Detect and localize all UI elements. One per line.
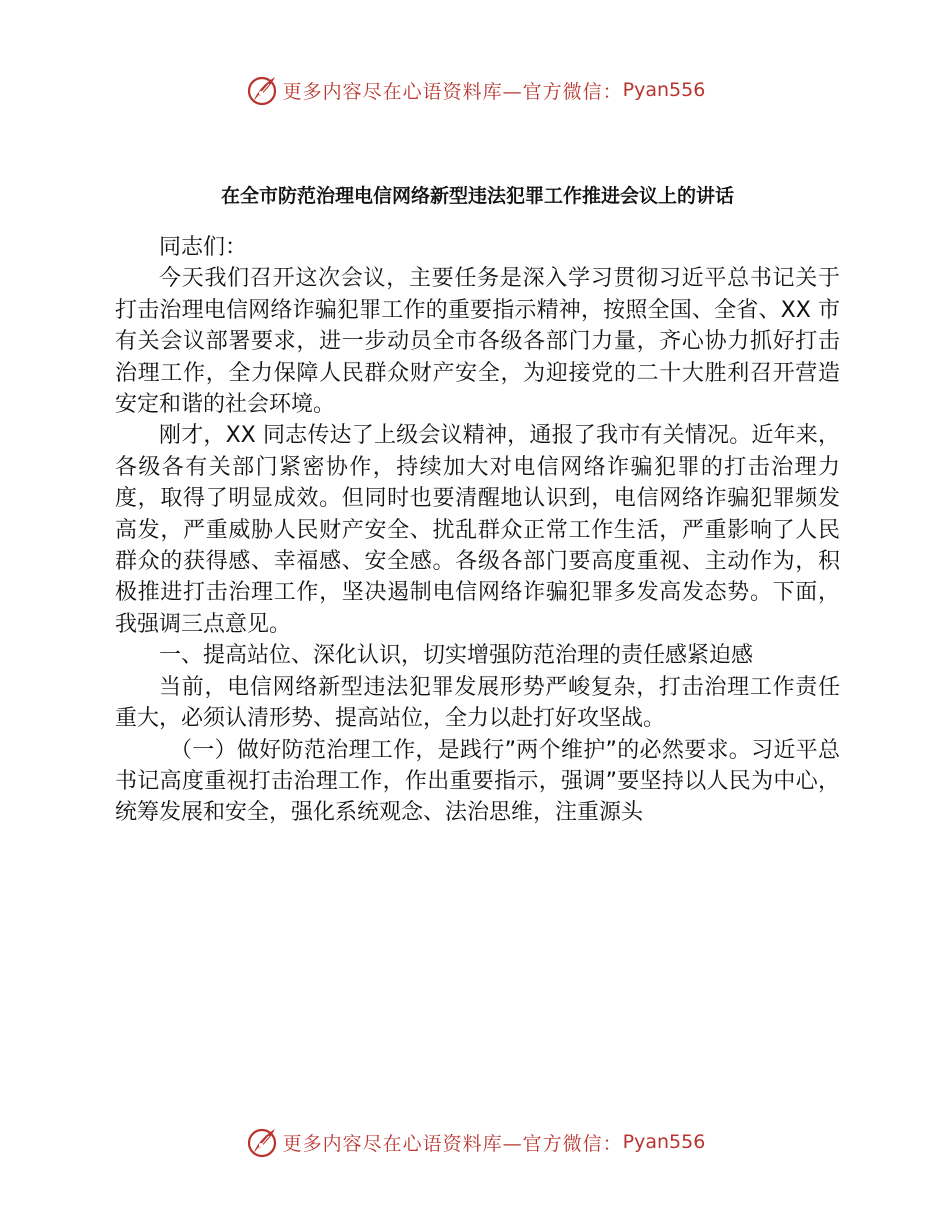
feather-pen-circle-icon: [245, 1125, 279, 1159]
salutation: 同志们：: [159, 235, 248, 260]
watermark-wechat-id: Pyan556: [622, 1131, 706, 1153]
watermark-text: 更多内容尽在心语资料库—官方微信：: [282, 1132, 623, 1155]
feather-pen-circle-icon: [245, 73, 279, 107]
paragraph-situation: 刚才，XX 同志传达了上级会议精神，通报了我市有关情况。近年来，各级各有关部门紧密协作，持续加大对电信网络诈骗犯罪的打击治理力度，取得了明显成效。但同时也要清醒地认识到，电信网络诈骗犯罪频发高发，严重威胁人民财产安全、扰乱群众正常工作生活，严重影响了人民群众的获得感、幸福感、安全感。各级各部门要高度重视、主动作为，积极推进打击治理工作，坚决遏制电信网络诈骗犯罪多发高发态势。下面，我强调三点意见。: [115, 423, 840, 637]
section-paragraph: 当前，电信网络新型违法犯罪发展形势严峻复杂，打击治理工作责任重大，必须认清形势、提高站位，全力以赴打好攻坚战。: [115, 674, 840, 732]
paragraph-intro: 今天我们召开这次会议，主要任务是深入学习贯彻习近平总书记关于打击治理电信网络诈骗犯罪工作的重要指示精神，按照全国、全省、XX 市有关会议部署要求，进一步动员全市各级各部门力量，齐心协力抓好打击治理工作，全力保障人民群众财产安全，为迎接党的二十大胜利召开营造安定和谐的社会环境。: [115, 266, 840, 418]
subsection-paragraph: （一）做好防范治理工作，是践行”两个维护”的必然要求。习近平总书记高度重视打击治理工作，作出重要指示，强调”要坚持以人民为中心，统筹发展和安全，强化系统观念、法治思维，注重源头: [115, 737, 840, 826]
header-watermark: [0, 70, 950, 110]
footer-watermark: [0, 1122, 950, 1162]
watermark-wechat-id: Pyan556: [622, 79, 706, 101]
document-title: 在全市防范治理电信网络新型违法犯罪工作推进会议上的讲话: [220, 185, 734, 207]
section-heading: 一、提高站位、深化认识，切实增强防范治理的责任感紧迫感: [159, 643, 754, 669]
document-body: [115, 178, 840, 829]
watermark-text: 更多内容尽在心语资料库—官方微信：: [282, 80, 623, 103]
